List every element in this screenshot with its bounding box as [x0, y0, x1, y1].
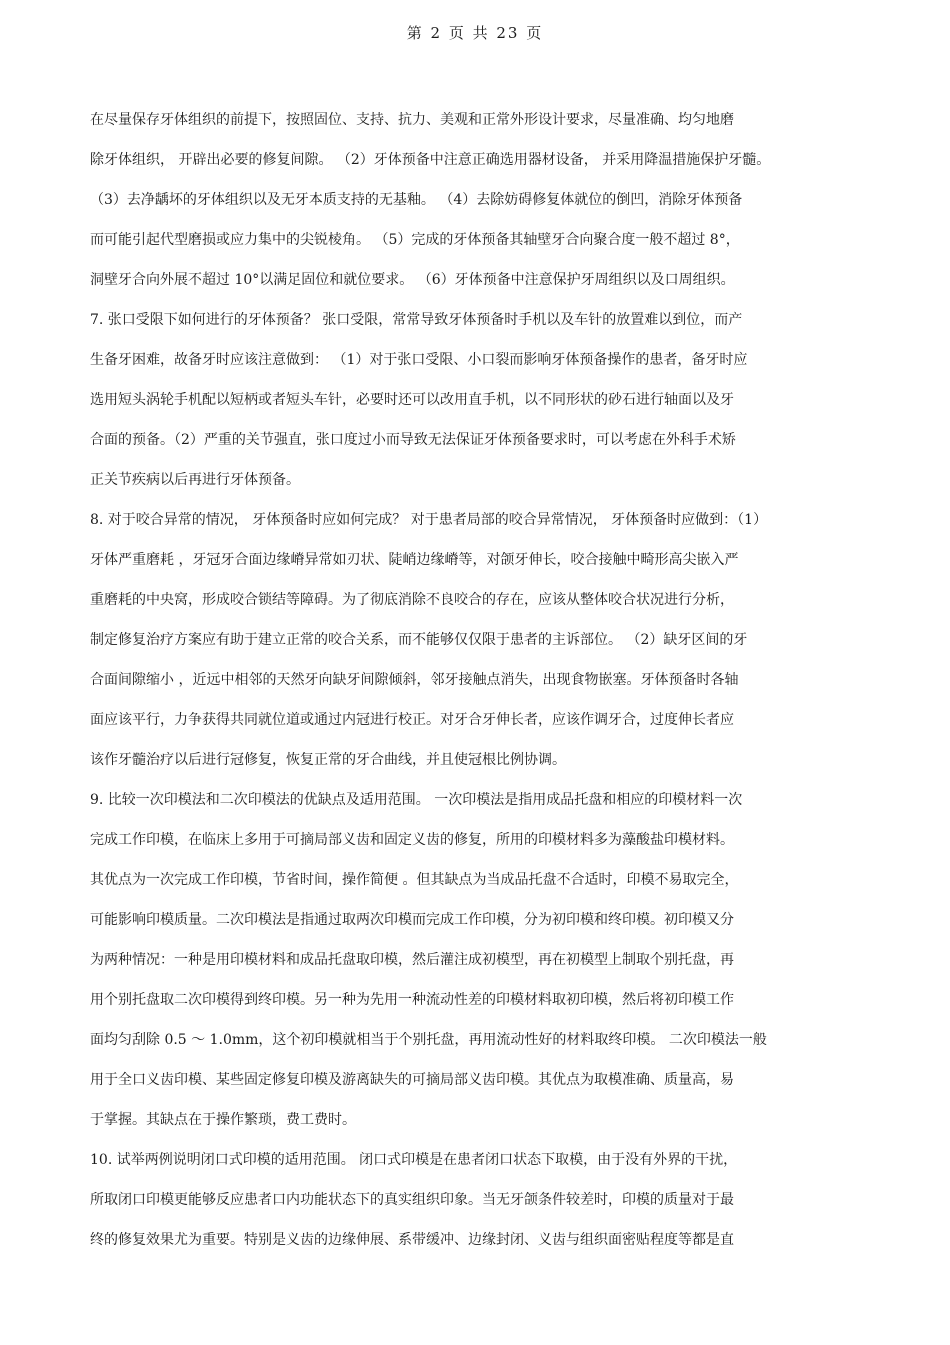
text-line: 面均匀刮除 0.5 ～ 1.0mm，这个初印模就相当于个别托盘，再用流动性好的材料取终印模。 二次印模法一般 [90, 1032, 767, 1048]
text-line: 可能影响印模质量。二次印模法是指通过取两次印模而完成工作印模，分为初印模和终印模。初印模又分 [90, 912, 734, 928]
text-line: （3）去净龋坏的牙体组织以及无牙本质支持的无基釉。 （4）去除妨碍修复体就位的倒凹，消除牙体预备 [90, 192, 743, 208]
text-line: 而可能引起代型磨损或应力集中的尖锐棱角。 （5）完成的牙体预备其轴壁牙合向聚合度一般不超过 8°， [90, 232, 740, 248]
text-line: 生备牙困难，故备牙时应该注意做到： （1）对于张口受限、小口裂而影响牙体预备操作的患者，备牙时应 [90, 352, 748, 368]
question-7-line: 7. 张口受限下如何进行的牙体预备？ 张口受限，常常导致牙体预备时手机以及车针的放置难以到位，而产 [90, 312, 743, 328]
text-line: 正关节疾病以后再进行牙体预备。 [90, 472, 300, 488]
page-number-header: 第 2 页 共 23 页 [406, 24, 544, 42]
text-line: 选用短头涡轮手机配以短柄或者短头车针，必要时还可以改用直手机，以不同形状的砂石进行轴面以及牙 [90, 392, 734, 408]
text-line: 牙体严重磨耗 ，牙冠牙合面边缘嵴异常如刃状、陡峭边缘嵴等，对颌牙伸长，咬合接触中畸形高尖嵌入严 [90, 552, 739, 568]
text-line: 重磨耗的中央窝，形成咬合锁结等障碍。为了彻底消除不良咬合的存在，应该从整体咬合状况进行分析， [90, 592, 734, 608]
text-line: 该作牙髓治疗以后进行冠修复，恢复正常的牙合曲线，并且使冠根比例协调。 [90, 752, 566, 768]
text-line: 合面间隙缩小 ，近远中相邻的天然牙向缺牙间隙倾斜，邻牙接触点消失，出现食物嵌塞。牙体预备时各轴 [90, 672, 739, 688]
text-line: 用个别托盘取二次印模得到终印模。另一种为先用一种流动性差的印模材料取初印模，然后将初印模工作 [90, 992, 734, 1008]
text-line: 在尽量保存牙体组织的前提下，按照固位、支持、抗力、美观和正常外形设计要求，尽量准确、均匀地磨 [90, 112, 734, 128]
question-8-line: 8. 对于咬合异常的情况， 牙体预备时应如何完成？ 对于患者局部的咬合异常情况， 牙体预备时应做到：（1） [90, 512, 768, 528]
text-line: 洞壁牙合向外展不超过 10°以满足固位和就位要求。 （6）牙体预备中注意保护牙周组织以及口周组织。 [90, 272, 735, 288]
text-line: 面应该平行，力争获得共同就位道或通过内冠进行校正。对牙合牙伸长者，应该作调牙合，过度伸长者应 [90, 712, 734, 728]
text-line: 终的修复效果尤为重要。特别是义齿的边缘伸展、系带缓冲、边缘封闭、义齿与组织面密贴程度等都是直 [90, 1232, 734, 1248]
text-line: 合面的预备。（2）严重的关节强直，张口度过小而导致无法保证牙体预备要求时，可以考虑在外科手术矫 [90, 432, 736, 448]
text-line: 所取闭口印模更能够反应患者口内功能状态下的真实组织印象。当无牙颌条件较差时，印模的质量对于最 [90, 1192, 734, 1208]
text-line: 于掌握。其缺点在于操作繁琐，费工费时。 [90, 1112, 356, 1128]
text-line: 制定修复治疗方案应有助于建立正常的咬合关系，而不能够仅仅限于患者的主诉部位。 （2）缺牙区间的牙 [90, 632, 748, 648]
text-line: 用于全口义齿印模、某些固定修复印模及游离缺失的可摘局部义齿印模。其优点为取模准确、质量高，易 [90, 1072, 734, 1088]
question-10-line: 10. 试举两例说明闭口式印模的适用范围。 闭口式印模是在患者闭口状态下取模，由于没有外界的干扰， [90, 1152, 738, 1168]
text-line: 为两种情况：一种是用印模材料和成品托盘取印模，然后灌注成初模型，再在初模型上制取个别托盘，再 [90, 952, 734, 968]
question-9-line: 9. 比较一次印模法和二次印模法的优缺点及适用范围。 一次印模法是指用成品托盘和相应的印模材料一次 [90, 792, 743, 808]
text-line: 其优点为一次完成工作印模，节省时间，操作简便 。但其缺点为当成品托盘不合适时，印模不易取完全， [90, 872, 739, 888]
text-line: 完成工作印模，在临床上多用于可摘局部义齿和固定义齿的修复，所用的印模材料多为藻酸盐印模材料。 [90, 832, 734, 848]
body-text [90, 108, 890, 1268]
text-line: 除牙体组织， 开辟出必要的修复间隙。 （2）牙体预备中注意正确选用器材设备， 并采用降温措施保护牙髓。 [90, 152, 771, 168]
